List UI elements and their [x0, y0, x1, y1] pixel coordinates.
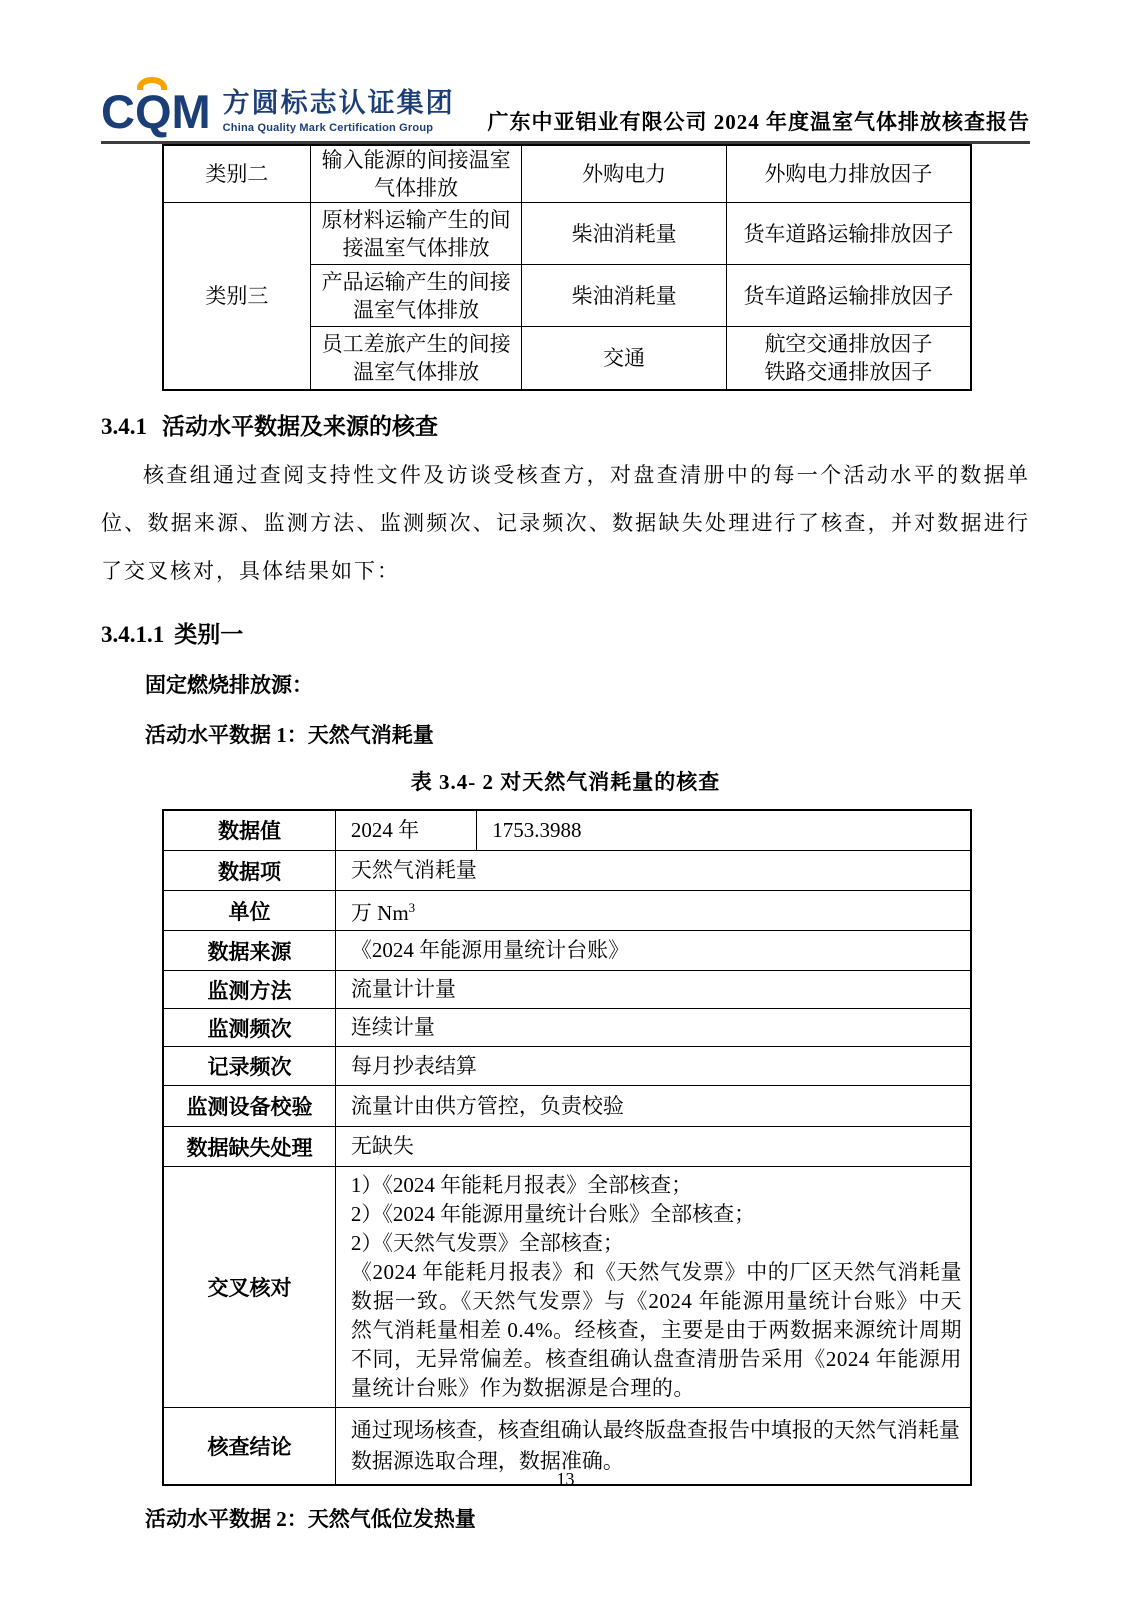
table-row [163, 1009, 971, 1047]
section-heading [101, 408, 1030, 441]
subsection-number: 3.4.1.1 [101, 621, 165, 647]
row-label: 监测方法 [163, 971, 335, 1009]
activity-cell: 交通 [522, 327, 727, 390]
cross-check-paragraph: 《2024 年能耗月报表》和《天然气发票》中的厂区天然气消耗量数据一致。《天然气发票》与《2024 年能源用量统计台账》中天然气消耗量相差 0.4%。经核查，主要是由于两数据来源统计周期不同，无异常偏差。核查组确认盘查清册告采用《2024 年能源用量统计台账》作为数据源是合理的。 [350, 1260, 962, 1400]
row-value: 连续计量 [335, 1009, 971, 1047]
row-label: 单位 [163, 891, 335, 931]
source-cell: 输入能源的间接温室气体排放 [310, 145, 522, 203]
page-header [101, 0, 1030, 144]
table-row [163, 851, 971, 891]
cqm-logo-name-en: China Quality Mark Certification Group [222, 121, 434, 134]
activity-data-2-label: 活动水平数据 2：天然气低位发热量 [145, 1506, 476, 1531]
row-value: 无缺失 [335, 1127, 971, 1167]
unit-superscript: 3 [408, 900, 416, 915]
cross-check-item: 2）《天然气发票》全部核查； [350, 1231, 624, 1255]
table-row [163, 1086, 971, 1127]
table-row [163, 145, 971, 203]
cqm-logo [101, 85, 455, 138]
category-cell: 类别二 [163, 145, 310, 203]
row-label: 数据值 [163, 810, 335, 851]
section-title: 活动水平数据及来源的核查 [162, 413, 438, 439]
row-label: 数据来源 [163, 931, 335, 971]
table-row [163, 1127, 971, 1167]
row-value: 流量计由供方管控，负责校验 [335, 1086, 971, 1127]
category-table [162, 144, 972, 391]
cross-check-item: 2）《2024 年能源用量统计台账》全部核查； [350, 1202, 756, 1226]
unit-text: 万 Nm [350, 901, 409, 925]
row-label: 数据缺失处理 [163, 1127, 335, 1167]
section-number: 3.4.1 [101, 413, 147, 439]
cqm-logo-names [223, 89, 455, 134]
factor-line: 航空交通排放因子 [764, 331, 933, 356]
row-value [335, 891, 971, 931]
source-cell: 原材料运输产生的间接温室气体排放 [310, 203, 522, 265]
factor-cell: 外购电力排放因子 [726, 145, 971, 203]
activity-data-1-label: 活动水平数据 1：天然气消耗量 [145, 722, 434, 747]
page-number: 13 [556, 1469, 575, 1489]
subsection-heading [101, 616, 1030, 649]
factor-line: 铁路交通排放因子 [764, 359, 933, 384]
cqm-logo-acronym [101, 85, 211, 138]
activity-cell: 柴油消耗量 [522, 203, 727, 265]
table-row [163, 971, 971, 1009]
factor-cell: 货车道路运输排放因子 [726, 265, 971, 327]
data-value: 1753.3988 [477, 810, 971, 851]
activity-cell: 外购电力 [522, 145, 727, 203]
row-label: 交叉核对 [163, 1167, 335, 1408]
verification-table [162, 809, 972, 1486]
table-row-cross-check [163, 1167, 971, 1408]
body-paragraph: 核查组通过查阅支持性文件及访谈受核查方，对盘查清册中的每一个活动水平的数据单位、数据来源、监测方法、监测频次、记录频次、数据缺失处理进行了核查，并对数据进行了交叉核对，具体结果如下： [101, 462, 1030, 583]
table-row [163, 810, 971, 851]
row-value: 天然气消耗量 [335, 851, 971, 891]
conclusion-value: 通过现场核查，核查组确认最终版盘查报告中填报的天然气消耗量数据源选取合理，数据准确。 [335, 1408, 971, 1485]
activity-cell: 柴油消耗量 [522, 265, 727, 327]
factor-cell [726, 327, 971, 390]
row-label: 核查结论 [163, 1408, 335, 1485]
source-cell: 产品运输产生的间接温室气体排放 [310, 265, 522, 327]
source-cell: 员工差旅产生的间接温室气体排放 [310, 327, 522, 390]
factor-cell: 货车道路运输排放因子 [726, 203, 971, 265]
cqm-logo-name-cn: 方圆标志认证集团 [222, 88, 455, 119]
data-year: 2024 年 [335, 810, 476, 851]
table-row [163, 1047, 971, 1086]
cross-check-cell [335, 1167, 971, 1408]
report-title: 广东中亚铝业有限公司 2024 年度温室气体排放核查报告 [487, 110, 1030, 134]
category-cell: 类别三 [163, 203, 310, 390]
row-label: 数据项 [163, 851, 335, 891]
emission-source-label: 固定燃烧排放源： [145, 672, 313, 697]
subsection-title: 类别一 [174, 621, 244, 647]
cross-check-item: 1）《2024 年能耗月报表》全部核查； [350, 1173, 693, 1197]
cqm-logo-arc-icon [137, 77, 167, 90]
row-value: 《2024 年能源用量统计台账》 [335, 931, 971, 971]
row-label: 记录频次 [163, 1047, 335, 1086]
row-label: 监测设备校验 [163, 1086, 335, 1127]
row-value: 流量计计量 [335, 971, 971, 1009]
table-caption: 表 3.4- 2 对天然气消耗量的核查 [410, 769, 721, 794]
table-row [163, 931, 971, 971]
row-value: 每月抄表结算 [335, 1047, 971, 1086]
table-row [163, 203, 971, 265]
table-row [163, 891, 971, 931]
cqm-logo-text: CQM [101, 85, 211, 138]
row-label: 监测频次 [163, 1009, 335, 1047]
